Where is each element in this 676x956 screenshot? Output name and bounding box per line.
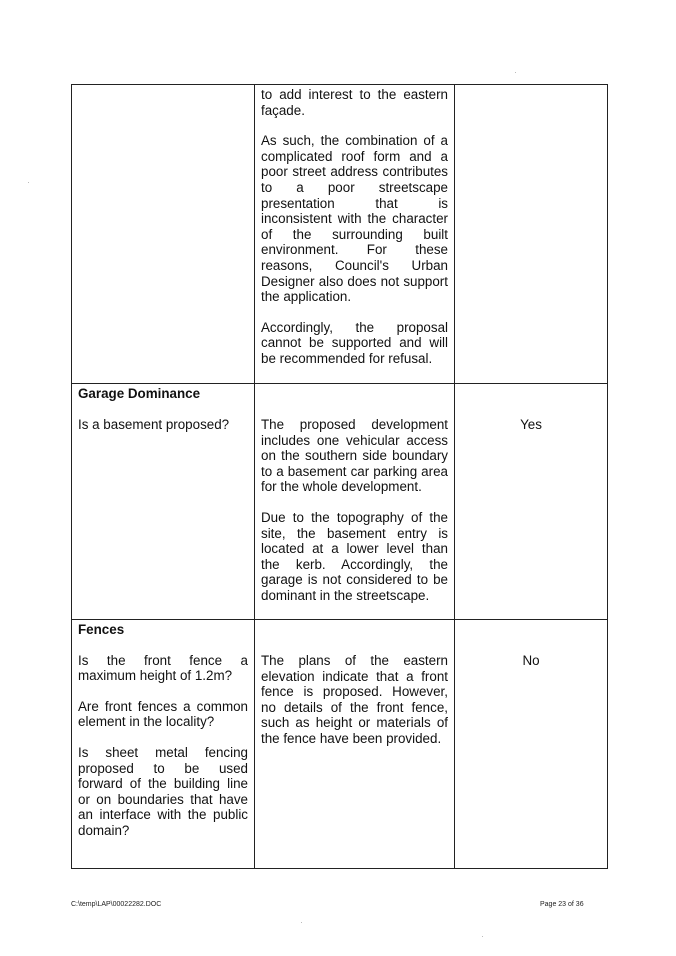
- criteria-cell: [72, 85, 255, 384]
- assessment-table: [71, 84, 608, 869]
- compliance-cell: [455, 85, 608, 384]
- section-heading: Fences: [78, 622, 125, 637]
- criteria-question: Is sheet metal fencing proposed to be used forward of the building line or on boundaries that have an interface with the public domain?: [78, 744, 248, 838]
- table-row: [72, 384, 608, 620]
- assessment-cell: [255, 85, 455, 384]
- scan-speck: [515, 72, 516, 73]
- scan-speck: [482, 936, 483, 937]
- compliance-cell: [455, 384, 608, 620]
- table-row: [72, 85, 608, 384]
- assessment-paragraph: The proposed development includes one vehicular access on the southern side boundary to a basement car parking area for the whole development.: [261, 417, 448, 495]
- compliance-answer: No: [522, 653, 540, 668]
- criteria-question: Is a basement proposed?: [78, 416, 230, 432]
- compliance-cell: [455, 620, 608, 869]
- footer-file-path: C:\temp\LAP\00022282.DOC: [71, 901, 162, 908]
- criteria-question: Is the front fence a maximum height of 1.2m?: [78, 652, 248, 684]
- criteria-cell: [72, 620, 255, 869]
- compliance-answer: Yes: [520, 417, 542, 432]
- assessment-paragraph: Accordingly, the proposal cannot be supported and will be recommended for refusal.: [261, 319, 448, 366]
- section-heading: Garage Dominance: [78, 386, 201, 401]
- scan-speck: [28, 182, 29, 183]
- scan-speck: [301, 922, 302, 923]
- footer-page-number: Page 23 of 36: [540, 901, 584, 908]
- assessment-paragraph: Due to the topography of the site, the basement entry is located at a lower level than the kerb. Accordingly, the garage is not considered to be dominant in the streetscape.: [261, 509, 448, 603]
- assessment-paragraph: The plans of the eastern elevation indicate that a front fence is proposed. However, no details of the front fence, such as height or materials of the fence have been provided.: [261, 653, 448, 746]
- assessment-cell: [255, 620, 455, 869]
- criteria-cell: [72, 384, 255, 620]
- assessment-paragraph: to add interest to the eastern façade.: [261, 87, 448, 118]
- assessment-paragraph: As such, the combination of a complicated roof form and a poor street address contributes to a poor streetscape presentation that is inconsistent with the character of the surrounding built environment. For these reasons, Council's Urban Designer also does not support the application.: [261, 133, 448, 305]
- criteria-question: Are front fences a common element in the locality?: [78, 698, 248, 730]
- assessment-cell: [255, 384, 455, 620]
- table-row: [72, 620, 608, 869]
